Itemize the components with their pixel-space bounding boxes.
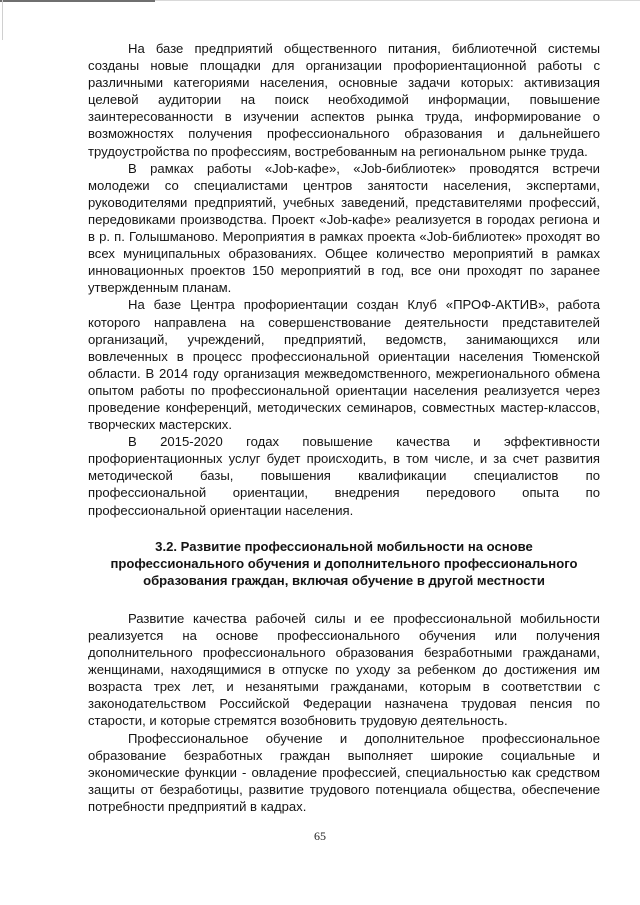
paragraph-workforce-mobility: Развитие качества рабочей силы и ее профессиональной мобильности реализуется на основе профессионального обучения или получения дополнительного профессионального образования безработными гражданами, женщинами, находящимися в отпуске по уходу за ребенком до достижения им возраста трех лет, и незанятыми гражданами, которым в соответствии с законодательством Российской Федерации назначена трудовая пенсия по старости, и которые стремятся возобновить трудовую деятельность. (88, 610, 600, 729)
scan-top-edge-thin (155, 0, 640, 1)
paragraph-food-library-sites: На базе предприятий общественного питания, библиотечной системы созданы новые площадки для организации профориентационной работы с различными категориями населения, основные задачи которых: активизация целевой аудитории на поиск необходимой информации, повышение заинтересованности в изучении аспектов рынка труда, информирование о возможностях получения профессионального образования и дальнейшего трудоустройства по профессиям, востребованным на региональном рынке труда. (88, 41, 600, 159)
paragraph-job-cafe: В рамках работы «Job-кафе», «Job-библиотек» проводятся встречи молодежи со специалистами центров занятости населения, экспертами, руководителями предприятий, учебных заведений, представителями профессий, передовиками производства. Проект «Job-кафе» реализуется в городах региона и в р. п. Голышманово. Мероприятия в рамках проекта «Job-библиотек» проходят во всех муниципальных образованиях. Общее количество мероприятий в рамках инновационных проектов 150 мероприятий в год, все они проходят по заранее утвержденным планам. (88, 160, 600, 296)
page-number: 65 (314, 829, 326, 843)
section-heading: 3.2. Развитие профессиональной мобильности на основе профессионального обучения и дополнительного профессионального образования граждан, включая обучение в другой местности (110, 538, 578, 588)
document-page (88, 40, 600, 815)
paragraph-training-functions: Профессиональное обучение и дополнительное профессиональное образование безработных граждан выполняет широкие социальные и экономические функции - овладение профессией, специальностью как средством защиты от безработицы, развитие трудового потенциала общества, обеспечение потребности предприятий в кадрах. (88, 730, 600, 814)
scan-top-edge (0, 0, 155, 2)
scan-left-mark (2, 0, 3, 40)
paragraph-2015-2020: В 2015-2020 годах повышение качества и эффективности профориентационных услуг будет происходить, в том числе, и за счет развития методической базы, повышения квалификации специалистов по профессиональной ориентации, внедрения передового опыта по профессиональной ориентации населения. (88, 434, 600, 518)
paragraph-prof-aktiv-club: На базе Центра профориентации создан Клуб «ПРОФ-АКТИВ», работа которого направлена на совершенствование деятельности представителей организаций, учреждений, предприятий, ведомств, занимающихся или вовлеченных в процесс профессиональной ориентации населения Тюменской области. В 2014 году организация межведомственного, межрегионального обмена опытом работы по профессиональной ориентации населения реализуется через проведение конференций, методических семинаров, совместных мастер-классов, творческих мастерских. (88, 297, 600, 433)
